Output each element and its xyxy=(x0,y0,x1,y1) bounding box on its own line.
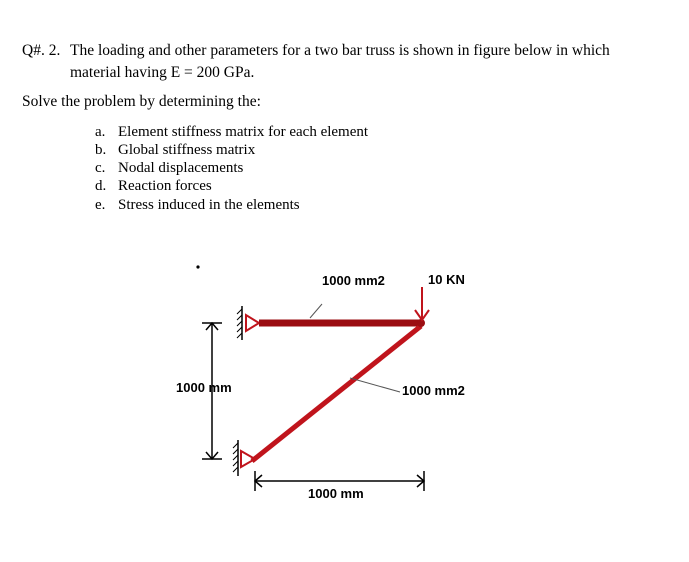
task-text: Reaction forces xyxy=(118,178,212,194)
diagonal-bar-area-label: 1000 mm2 xyxy=(402,383,465,398)
vertical-dimension-label: 1000 mm xyxy=(176,380,232,395)
task-marker: c. xyxy=(95,160,106,176)
top-area-leader xyxy=(310,304,322,318)
horizontal-dimension-label: 1000 mm xyxy=(308,486,364,501)
top-hinge-support xyxy=(237,306,259,340)
bottom-hinge-support xyxy=(233,440,255,476)
task-text: Stress induced in the elements xyxy=(118,197,300,213)
task-marker: a. xyxy=(95,124,106,140)
load-label: 10 KN xyxy=(428,272,465,287)
stray-dot xyxy=(196,265,199,268)
top-bar-area-label: 1000 mm2 xyxy=(322,273,385,288)
diagonal-area-leader xyxy=(350,378,400,392)
task-marker: e. xyxy=(95,197,106,213)
question-text-line-2: material having E = 200 GPa. xyxy=(70,64,255,81)
question-text-line-1: The loading and other parameters for a two bar truss is shown in figure below in which xyxy=(70,42,610,59)
task-marker: b. xyxy=(95,142,107,158)
load-arrow xyxy=(415,287,429,320)
diagonal-bar-member xyxy=(252,326,421,461)
task-text: Nodal displacements xyxy=(118,160,244,176)
instruction-text: Solve the problem by determining the: xyxy=(22,93,261,110)
task-text: Element stiffness matrix for each element xyxy=(118,124,369,140)
question-number: Q#. 2. xyxy=(22,42,61,59)
task-text: Global stiffness matrix xyxy=(118,142,256,158)
task-marker: d. xyxy=(95,178,107,194)
